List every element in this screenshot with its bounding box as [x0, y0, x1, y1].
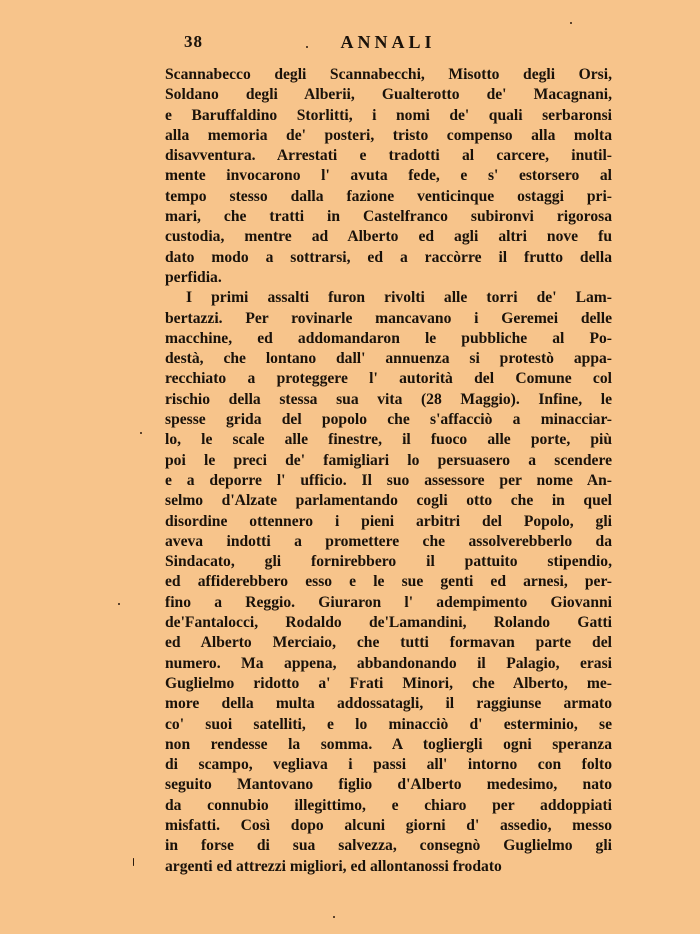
paper-speck [306, 46, 308, 48]
text-line: spesse grida del popolo che s'affacciò a minacciar- [165, 411, 612, 429]
text-line: misfatti. Così dopo alcuni giorni d' assedio, messo [165, 816, 612, 834]
text-line: Guglielmo ridotto a' Frati Minori, che Alberto, me- [165, 674, 612, 692]
text-line: disavventura. Arrestati e tradotti al carcere, inutil- [165, 147, 612, 165]
text-line: e a deporre l' ufficio. Il suo assessore per nome An- [165, 471, 612, 489]
text-line: macchine, ed addomandaron le pubbliche al Po- [165, 329, 612, 347]
paper-speck [133, 858, 134, 866]
text-line: poi le preci de' famigliari lo persuasero a scendere [165, 451, 612, 469]
text-line: di scampo, vegliava i passi all' intorno con folto [165, 756, 612, 774]
text-line: more della multa addossatagli, il raggiunse armato [165, 695, 612, 713]
paper-speck [118, 603, 120, 605]
text-line: aveva indotti a promettere che assolverebberlo da [165, 532, 612, 550]
text-line: co' suoi satelliti, e lo minacciò d' esterminio, se [165, 715, 612, 733]
text-line: argenti ed attrezzi migliori, ed allontanossi frodato [165, 857, 502, 875]
text-line: ed Alberto Merciaio, che tutti formavan parte del [165, 634, 612, 652]
text-line: non rendesse la somma. A togliergli ogni speranza [165, 735, 612, 753]
text-line: mente invocarono l' avuta fede, e s' estorsero al [165, 167, 612, 185]
text-line: da connubio illegittimo, e chiaro per addoppiati [165, 796, 612, 814]
text-line: fino a Reggio. Giuraron l' adempimento Giovanni [165, 593, 612, 611]
text-line: rischio della stessa sua vita (28 Maggio). Infine, le [165, 390, 612, 408]
text-line: Sindacato, gli fornirebbero il pattuito stipendio, [165, 553, 612, 571]
text-line: in forse di sua salvezza, consegnò Guglielmo gli [165, 837, 612, 855]
page-header [0, 32, 700, 56]
text-line: Scannabecco degli Scannabecchi, Misotto degli Orsi, [165, 66, 612, 83]
body-text [165, 65, 612, 877]
text-line: selmo d'Alzate parlamentando cogli otto che in quel [165, 492, 612, 510]
text-line: lo, le scale alle finestre, il fuoco alle porte, più [165, 431, 612, 449]
text-line: e Baruffaldino Storlitti, i nomi de' quali serbaronsi [165, 106, 612, 124]
text-line: alla memoria de' posteri, tristo compenso alla molta [165, 126, 612, 144]
text-line: dato modo a sottrarsi, ed a raccòrre il frutto della [165, 248, 612, 266]
text-line: tempo stesso dalla fazione venticinque ostaggi pri- [165, 187, 612, 205]
text-line: bertazzi. Per rovinarle mancavano i Geremei delle [165, 309, 612, 327]
text-line: destà, che lontano dall' annuenza si protestò appa- [165, 350, 612, 368]
page-number: 38 [184, 32, 203, 51]
text-line: numero. Ma appena, abbandonando il Palagio, erasi [165, 654, 612, 672]
text-line: Soldano degli Alberii, Gualterotto de' Macagnani, [165, 86, 612, 104]
running-title: ANNALI [340, 32, 436, 52]
paper-speck [333, 916, 335, 918]
text-line: disordine ottennero i pieni arbitri del Popolo, gli [165, 512, 612, 530]
text-line: ed affiderebbero esso e le sue genti ed arnesi, per- [165, 573, 612, 591]
text-line: seguito Mantovano figlio d'Alberto medesimo, nato [165, 776, 612, 794]
text-line: recchiato a proteggere l' autorità del Comune col [165, 370, 612, 388]
text-line: custodia, mentre ad Alberto ed agli altri nove fu [165, 228, 612, 246]
text-line: perfidia. [165, 268, 222, 286]
text-line: I primi assalti furon rivolti alle torri de' Lam- [186, 289, 612, 307]
text-line: de'Fantalocci, Rodaldo de'Lamandini, Rolando Gatti [165, 614, 612, 632]
text-line: mari, che tratti in Castelfranco subironvi rigorosa [165, 208, 612, 226]
paper-speck [140, 432, 142, 434]
paper-speck [570, 22, 572, 24]
